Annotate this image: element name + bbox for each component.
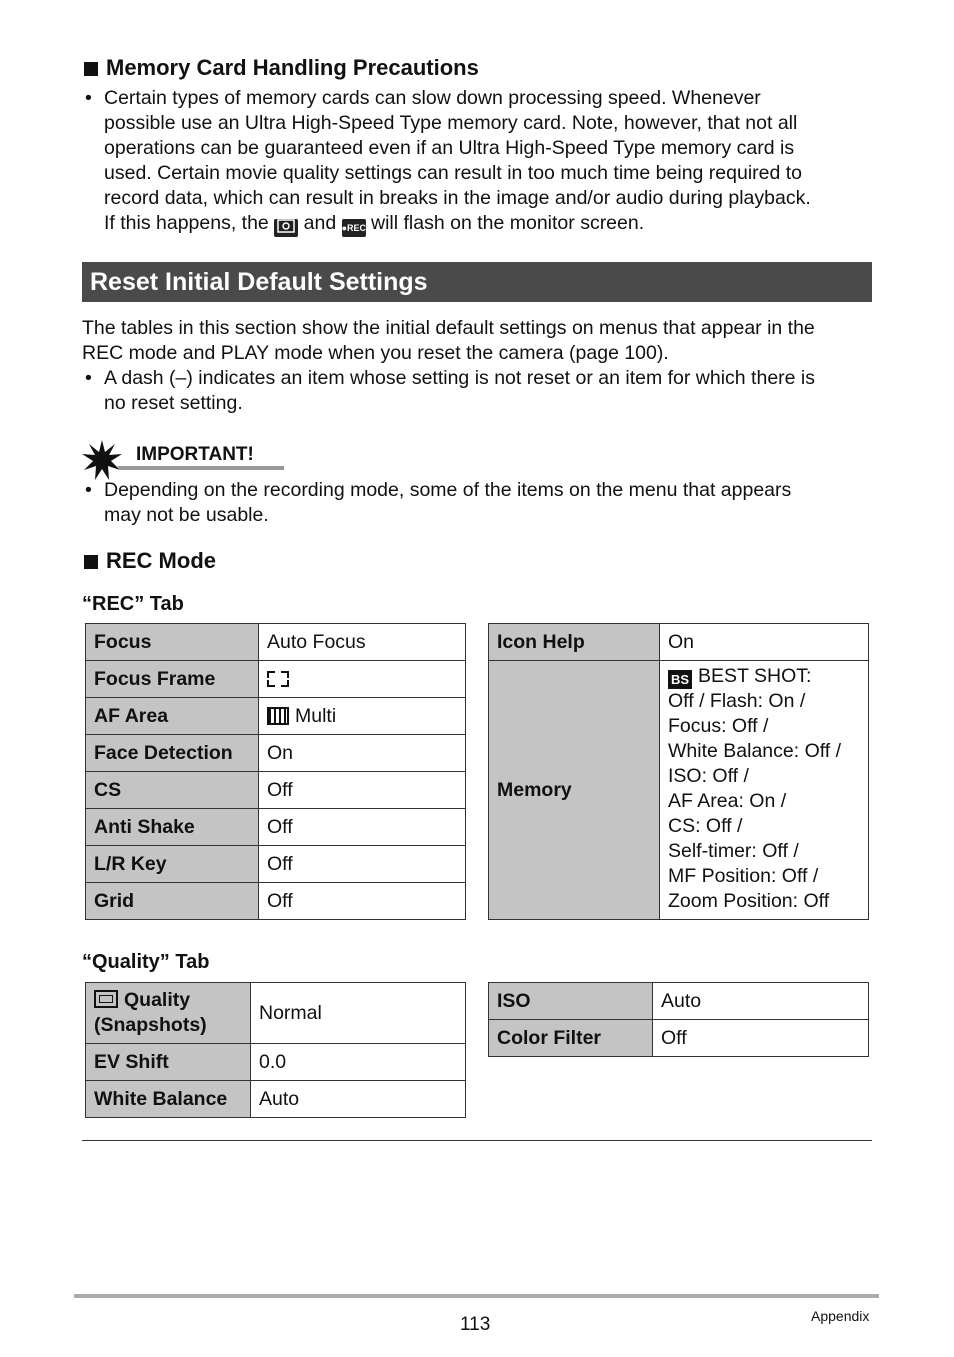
table-row: ISO Auto xyxy=(489,983,869,1020)
table-row: Anti Shake Off xyxy=(86,809,466,846)
table-row: CS Off xyxy=(86,772,466,809)
table-row: AF Area Multi xyxy=(86,698,466,735)
important-label: IMPORTANT! xyxy=(136,444,254,465)
table-row: Grid Off xyxy=(86,883,466,920)
table-row: Icon Help On xyxy=(489,624,869,661)
footer-section-label: Appendix xyxy=(811,1308,870,1324)
table-row: Face Detection On xyxy=(86,735,466,772)
rec-tab-table-left xyxy=(85,623,466,920)
card-warning-icon xyxy=(274,219,298,237)
table-row: Quality (Snapshots) Normal xyxy=(86,983,466,1044)
quality-icon xyxy=(94,990,118,1008)
table-row: Focus Auto Focus xyxy=(86,624,466,661)
intro-paragraph: The tables in this section show the initial default settings on menus that appear in the REC mode and PLAY mode when you reset the camera (page 100). xyxy=(82,317,815,364)
table-row: Color Filter Off xyxy=(489,1020,869,1057)
rec-tab-title: “REC” Tab xyxy=(82,593,184,615)
table-row: White Balance Auto xyxy=(86,1081,466,1118)
bullet-dot: • xyxy=(85,87,92,109)
important-text: Depending on the recording mode, some of the items on the menu that appears may not be usable. xyxy=(104,479,792,526)
square-bullet-icon xyxy=(84,62,98,76)
important-underline xyxy=(118,466,284,470)
memory-card-paragraph: Certain types of memory cards can slow down processing speed. Whenever possible use an Ultra High-Speed Type memory card. Note, however, that not all operations can be guaranteed even if an Ultra High-Speed Type memory card is used. Certain movie quality settings can result in too much time being required to record data, which can result in breaks in the image and/or audio during playback. If this happens, the and ●REC will flash on the monitor screen. xyxy=(104,86,874,237)
memory-value-cell: BS BEST SHOT: Off / Flash: On / Focus: Off / White Balance: Off / ISO: Off / AF Area: On / CS: Off / Self-timer: Off / MF Position: Off / Zoom Position: Off xyxy=(660,661,869,920)
quality-tab-title: “Quality” Tab xyxy=(82,951,210,973)
table-row: Memory BS BEST SHOT: Off / Flash: On / Focus: Off / White Balance: Off / ISO: Off / AF Area: On / CS: Off / Self-timer: Off / MF Position: Off / Zoom Position: Off xyxy=(489,661,869,920)
page-number: 113 xyxy=(460,1314,491,1335)
section-title-banner: Reset Initial Default Settings xyxy=(82,262,872,302)
best-shot-icon: BS xyxy=(668,670,692,689)
bullet-dot: • xyxy=(85,479,92,501)
multi-af-icon xyxy=(267,707,289,725)
rec-icon: ●REC xyxy=(342,219,366,237)
quality-tab-table-right xyxy=(488,982,869,1057)
table-row: Focus Frame xyxy=(86,661,466,698)
focus-frame-icon xyxy=(267,671,289,687)
square-bullet-icon xyxy=(84,555,98,569)
footer-rule xyxy=(74,1294,879,1298)
rec-tab-table-right xyxy=(488,623,869,920)
section-divider xyxy=(82,1140,872,1141)
rec-mode-heading: REC Mode xyxy=(84,548,216,574)
table-row: L/R Key Off xyxy=(86,846,466,883)
memory-card-heading: Memory Card Handling Precautions xyxy=(84,55,479,81)
table-row: EV Shift 0.0 xyxy=(86,1044,466,1081)
bullet-dot: • xyxy=(85,367,92,389)
quality-tab-table-left xyxy=(85,982,466,1118)
dash-note: A dash (–) indicates an item whose setting is not reset or an item for which there is no reset setting. xyxy=(104,367,816,414)
